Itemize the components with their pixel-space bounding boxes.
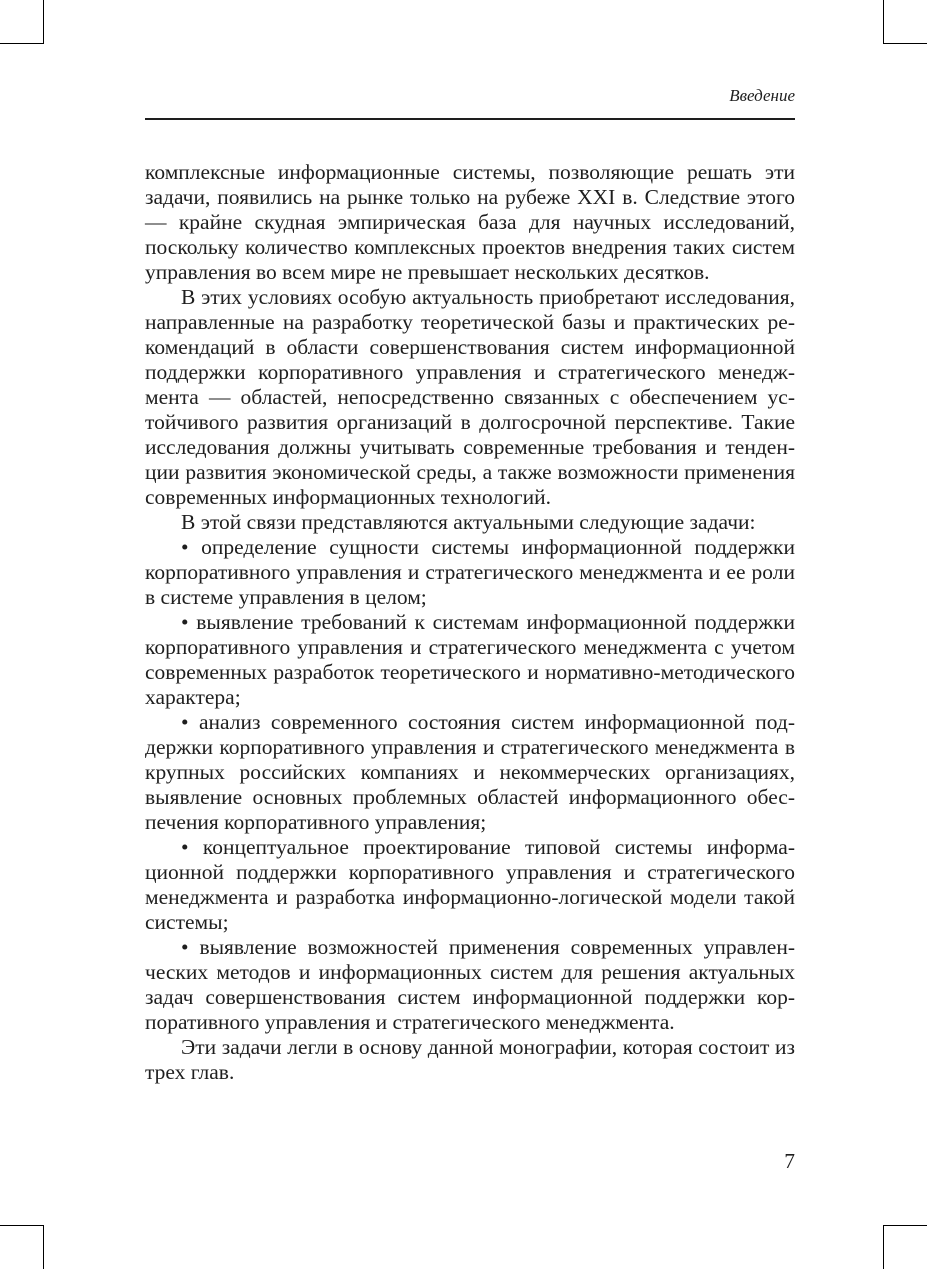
- crop-mark: [883, 43, 927, 44]
- crop-mark: [0, 43, 44, 44]
- crop-mark: [43, 1225, 44, 1269]
- list-item: • выявление требований к системам информационной поддержки корпоративного управления и стратегического менеджмента с учетом современных разработок теоретического и нормативно-методического характера;: [145, 610, 795, 709]
- paragraph: В этих условиях особую актуальность приобретают исследования, направленные на разработку теоретической базы и практических рекомендаций в области совершенствования систем информационной поддержки корпоративного управления и стратегического менеджмента — областей, непосредственно связанных с обеспечением устойчивого развития организаций в долгосрочной перспективе. Такие исследования должны учитывать современные требования и тенденции развития экономической среды, а также возможности применения современных информационных технологий.: [145, 285, 795, 509]
- list-item: • выявление возможностей применения современных управленческих методов и информационных систем для решения актуальных задач совершенствования систем информационной поддержки корпоративного управления и стратегического менеджмента.: [145, 935, 795, 1034]
- list-item: • определение сущности системы информационной поддержки корпоративного управления и стратегического менеджмента и ее роли в системе управления в целом;: [145, 535, 795, 609]
- page-number: 7: [784, 1149, 795, 1173]
- crop-mark: [883, 1225, 927, 1226]
- crop-mark: [883, 1225, 884, 1269]
- list-item: • анализ современного состояния систем информационной поддержки корпоративного управления и стратегического менеджмента в крупных российских компаниях и некоммерческих организациях, выявление основных проблемных областей информационного обеспечения корпоративного управления;: [145, 710, 795, 834]
- crop-mark: [0, 1225, 44, 1226]
- header-rule: [145, 118, 795, 120]
- paragraph: Эти задачи легли в основу данной монографии, которая состоит из трех глав.: [145, 1035, 795, 1084]
- body-text: [145, 160, 795, 1085]
- running-header: Введение: [729, 86, 795, 105]
- crop-mark: [43, 0, 44, 44]
- paragraph: В этой связи представляются актуальными следующие задачи:: [181, 510, 756, 534]
- crop-mark: [883, 0, 884, 44]
- paragraph: комплексные информационные системы, позволяющие решать эти задачи, появились на рынке только на рубеже XXI в. Следствие этого — крайне скудная эмпирическая база для научных исследований, поскольку количество комплексных проектов внедрения таких систем управления во всем мире не превышает нескольких десятков.: [145, 160, 795, 284]
- list-item: • концептуальное проектирование типовой системы информационной поддержки корпоративного управления и стратегического менеджмента и разработка информационно-логической модели такой системы;: [145, 835, 795, 934]
